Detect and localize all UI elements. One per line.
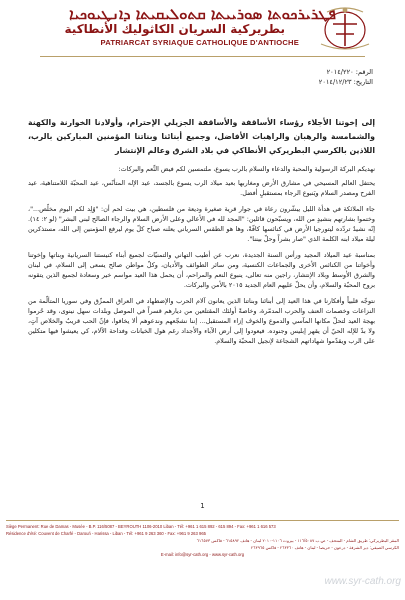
paragraph-3: بمناسبة عيد الميلاد المجيد ورأس السنة الجديدة، نعرب عن أطيب التهاني والتمنيّات لجميع أبناء كنيستنا السريانية وبناتها وإخوتنا وأخواتنا من الكنائس الأخرى والجماعات الكنسية، ومن سائر الطوائف والأديان، وكلّ مواطن صالح يسعى إلى السلام، في لبنان والشرق الأوسط وبلاد الإنتشار، راجين منه تعالى، ينبوع النعم والمراحم، أن يحمل هذا العيد مواسم خير وسعادة لجميع الذين يتقونه بروح المحبّة والسلام، وأن يحلّ عليهم العام الجديد ٢٠١٥ بالأمن والبركات. (28, 251, 375, 289)
header-divider (40, 56, 365, 57)
page-number: 1 (200, 502, 205, 510)
footer-address-ar-1: المقر البطريركي: طريق الشام - المتحف - ص.ب ١١٦/٥٠٨٧ - بيروت ١١٠٦-٢٠١٠ لبنان - هاتف ٦١٥٨٩٢ - فاكس ٦١٦٥٧٣ (196, 538, 399, 543)
letter-body (28, 116, 375, 352)
footer-address-fr-2: Résidence d'été: Couvent de Charfé - Darouń - Harissa - Liban - Tél: +961 9 263 360 - Fax: +961 9 263 965 (6, 531, 206, 536)
paragraph-1: يحتفل العالم المسيحي في مشارق الأرض ومغاربها بعيد ميلاد الرب يسوع بالجسد، عيد الإله المتأنّس، عيد المحبّة اللامتناهية، عيد الفرح ومصدر السلام ويَنبوع الرجاء بمستقبلٍ أفضل. (28, 179, 375, 197)
letter-heading: إلى إخوتنا الأجلاء رؤساء الأساقفة والأساقفة الجزيلي الإحترام، وأولادنا الخوارنة والكهنة والشمامسة والرهبان والراهبات الأفاضل، وجميع أبنائنا وبناتنا المؤمنين المباركين بالرب، اللاذين بالكرسي البطريركي الأنطاكي في بلاد الشرق وعالم الإنتشار (28, 118, 375, 155)
footer-contact[interactable]: E-mail: info@syr-cath.org - www.syr-cath.org (160, 552, 245, 557)
paragraph-2: جاء الملائكة في هدأة الليل يبشّرون رعاة في جوار قرية صغيرة وديعة من فلسطين، هي بيت لحم أن: "وُلِد لكم اليوم مخلّص..."، وختموا بشارتهم بنشيدٍ من الله، ويسبّحون قائلين: "المجد لله في الأعالي وعلى الأرض السلام والرجاء الصالح لبني البشر" (لو ٢: ١٤). إنّه نشيدٌ تردّده ليتورجيا الأرض في كنائسها كافّةً، وها هو الطقس السرياني يعلنه صباح كلّ يوم ليرفع المؤمنين إلى الله، مستذكرين ليلة ميلاد ابنه الكلمة الذي "صار بشراً وحلّ بيننا". (28, 205, 375, 243)
patriarchal-coat-of-arms-icon (305, 4, 385, 52)
greeting: نهديكم البركة الرسولية والمحبة والدعاء والسلام بالرب يسوع، ملتمسين لكم فيض النِّعم والبركات: (118, 165, 375, 173)
footer-divider (6, 520, 399, 521)
syriac-title: ܦܛܪܝܪܟܘܬܐ ܣܘܪܝܝܬܐ ܩܬܘܠܝܩܝܬܐ ܕܐܢܛܝܘܟܝܐ (69, 5, 336, 23)
paragraph-4: نتوجّه قلبياً وأفكارنا في هذا العيد إلى أبنائنا وبناتنا الذين يعانون آلام الحرب والإضطهاد في العراق الممزّق وفي سوريا المتألّمة من النزاعات وخصمات العنف والحرب المدمّرة، وخاصةً أولئك المقتلعين من ديارهم قسراً في الموصل وبلدات سهل نينوى، وقد حُرموا بهجة العيد لتحلّ مكانها المآسي والدموع والخوف إزاء المستقبل... إننا نشجّعهم وندعوهم ألا يخافوا، فإنّ الحب قريبٌ والخلاص آتٍ، ولا بدّ للإله الحيّ أن يقهر إبليس وجنوده. فيعودوا إلى أرض الآباء والأجداد رغم هول الخيانات وفداحة الآلام، كي يعيشوا فيها متكلين على الرب ويقدّموا شهاداتهم الشجاعة لإنجيل المحبّة والسلام. (28, 297, 375, 345)
reference-block (319, 67, 373, 87)
letter-date: التاريخ: ٢٠١٤/١٢/٢٣ (318, 78, 373, 86)
french-title: PATRIARCAT SYRIAQUE CATHOLIQUE D'ANTIOCHE (100, 38, 299, 47)
watermark: www.syr-cath.org (324, 576, 401, 587)
arabic-title: بطريركية السريان الكاثوليك الأنطاكية (64, 22, 285, 36)
reference-number: الرقم: ٢٠١٤/٢٢٠ (326, 68, 373, 76)
footer-address-fr-1: Siège Permanent: Rue de Damas - Musée - B.P. 116/5087 - BEYROUTH 1106-2010 Liban - Tél: +961 1 615 892 - 615 894 - Fax: +961 1 616 573 (6, 524, 276, 529)
footer-address-ar-2: الكرسي الصيفي: دير الشرفة - درعون - حريصا - لبنان - هاتف ٢٦٣٣٦٠ - فاكس ٢٦٣٩٦٥ (250, 545, 399, 550)
letterhead (0, 0, 405, 50)
